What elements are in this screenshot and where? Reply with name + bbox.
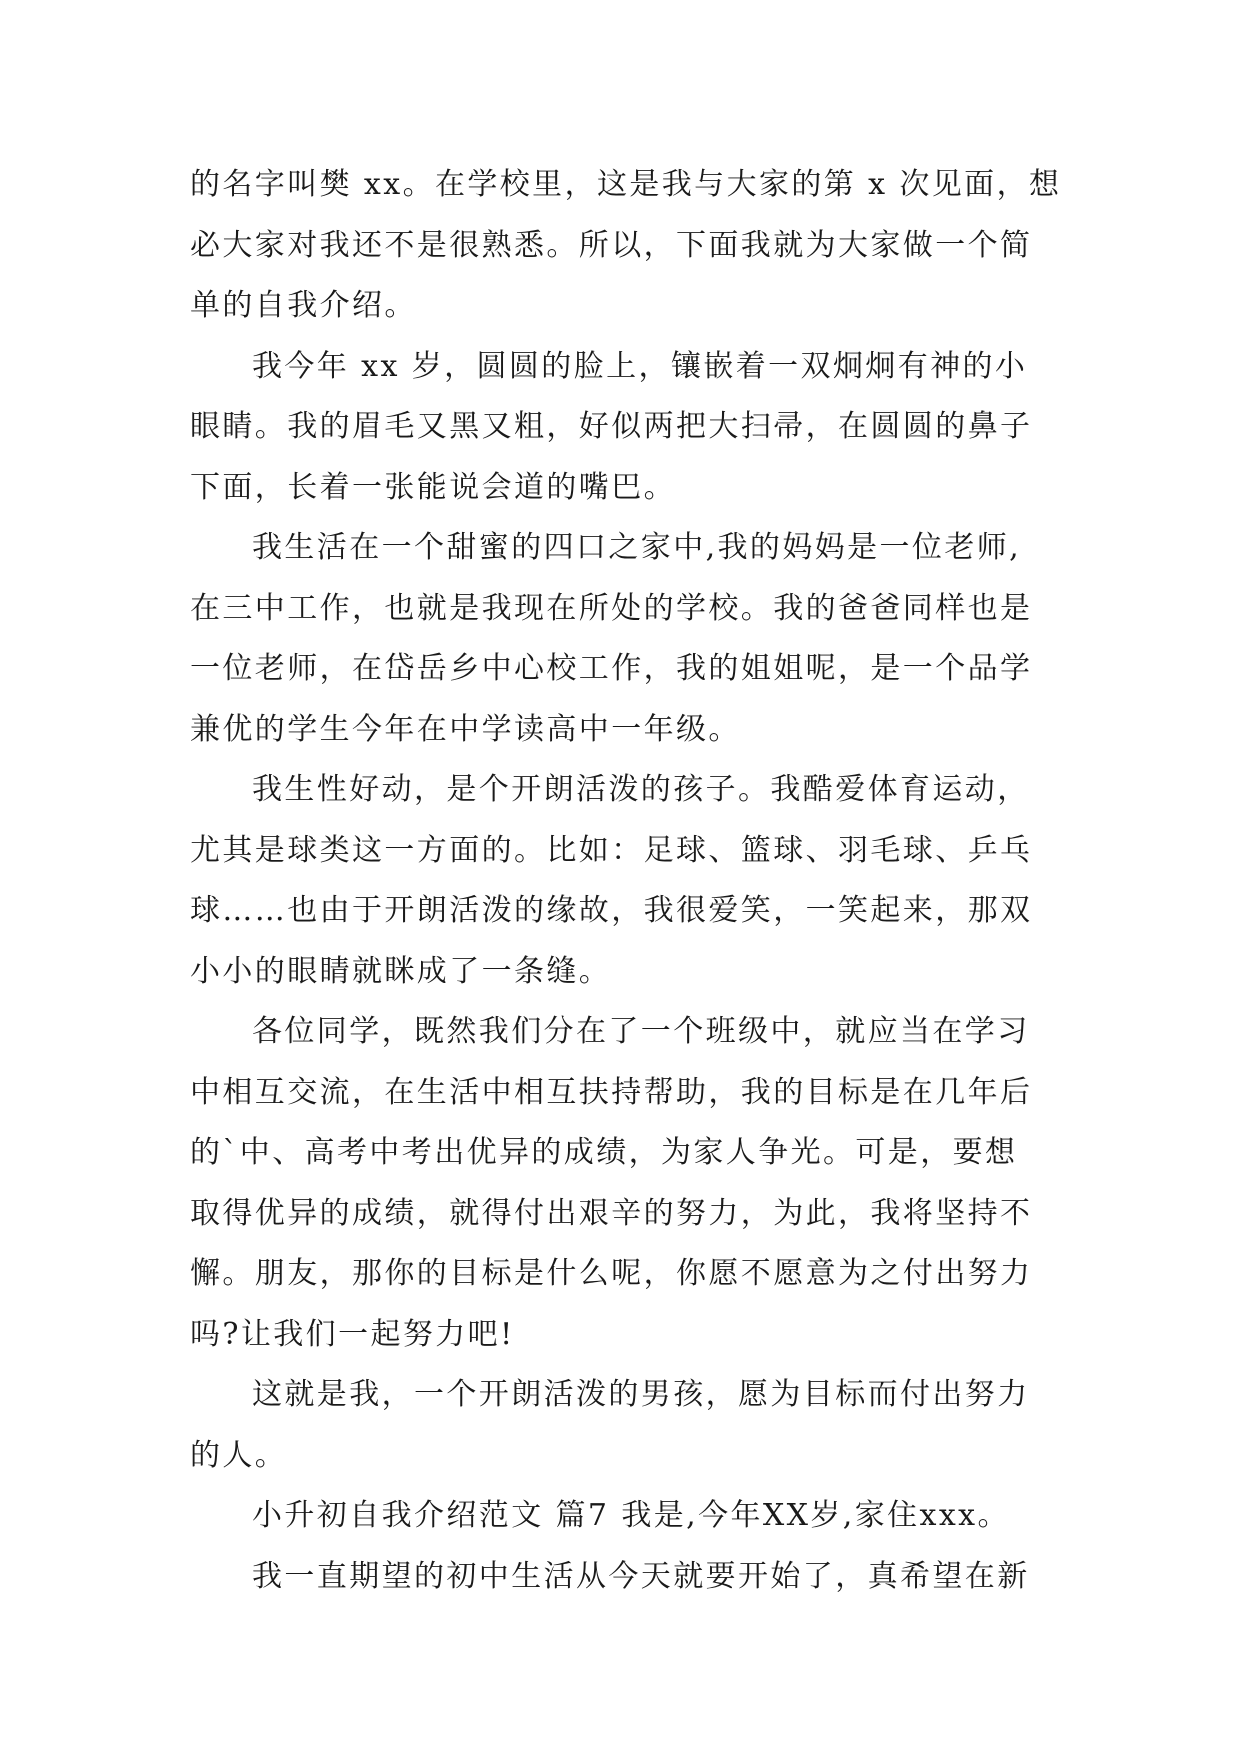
text-line: 兼优的学生今年在中学读高中一年级。	[190, 711, 741, 747]
text-line: 眼睛。我的眉毛又黑又粗，好似两把大扫帚，在圆圆的鼻子	[190, 409, 1033, 444]
body-text	[190, 155, 1060, 1607]
paragraph-first-line: 我生性好动，是个开朗活泼的孩子。我酷爱体育运动，	[252, 772, 1030, 807]
text-line: 的名字叫樊 xx。在学校里，这是我与大家的第 x 次见面，想	[190, 167, 1062, 202]
paragraph-first-line: 我今年 xx 岁，圆圆的脸上，镶嵌着一双炯炯有神的小	[252, 348, 1028, 384]
text-line: 在三中工作，也就是我现在所处的学校。我的爸爸同样也是	[190, 590, 1033, 626]
text-line: 尤其是球类这一方面的。比如：足球、篮球、羽毛球、乒乓	[190, 832, 1033, 868]
text-line: 下面，长着一张能说会道的嘴巴。	[190, 469, 676, 505]
paragraph-first-line: 我一直期望的初中生活从今天就要开始了，真希望在新	[252, 1558, 1030, 1594]
text-line: 的`中、高考中考出优异的成绩，为家人争光。可是，要想	[190, 1135, 1018, 1170]
text-line: 懈。朋友，那你的目标是什么呢，你愿不愿意为之付出努力	[190, 1256, 1033, 1291]
text-line: 中相互交流，在生活中相互扶持帮助，我的目标是在几年后	[190, 1074, 1033, 1110]
paragraph-first-line: 各位同学，既然我们分在了一个班级中，就应当在学习	[252, 1014, 1030, 1049]
paragraph-first-line: 这就是我，一个开朗活泼的男孩，愿为目标而付出努力	[252, 1377, 1030, 1412]
text-line: 的人。	[190, 1437, 288, 1473]
text-line: 一位老师，在岱岳乡中心校工作，我的姐姐呢，是一个品学	[190, 651, 1033, 686]
text-line: 取得优异的成绩，就得付出艰辛的努力，为此，我将坚持不	[190, 1195, 1033, 1231]
text-line: 单的自我介绍。	[190, 288, 417, 323]
text-line: 小小的眼睛就眯成了一条缝。	[190, 953, 612, 989]
section-heading-line: 小升初自我介绍范文 篇7 我是,今年XX岁,家住xxx。	[252, 1498, 1010, 1533]
text-line: 吗?让我们一起努力吧!	[190, 1316, 515, 1352]
text-line: 必大家对我还不是很熟悉。所以，下面我就为大家做一个简	[190, 227, 1033, 263]
paragraph-first-line: 我生活在一个甜蜜的四口之家中,我的妈妈是一位老师,	[252, 530, 1022, 565]
text-line: 球……也由于开朗活泼的缘故，我很爱笑，一笑起来，那双	[190, 893, 1033, 928]
